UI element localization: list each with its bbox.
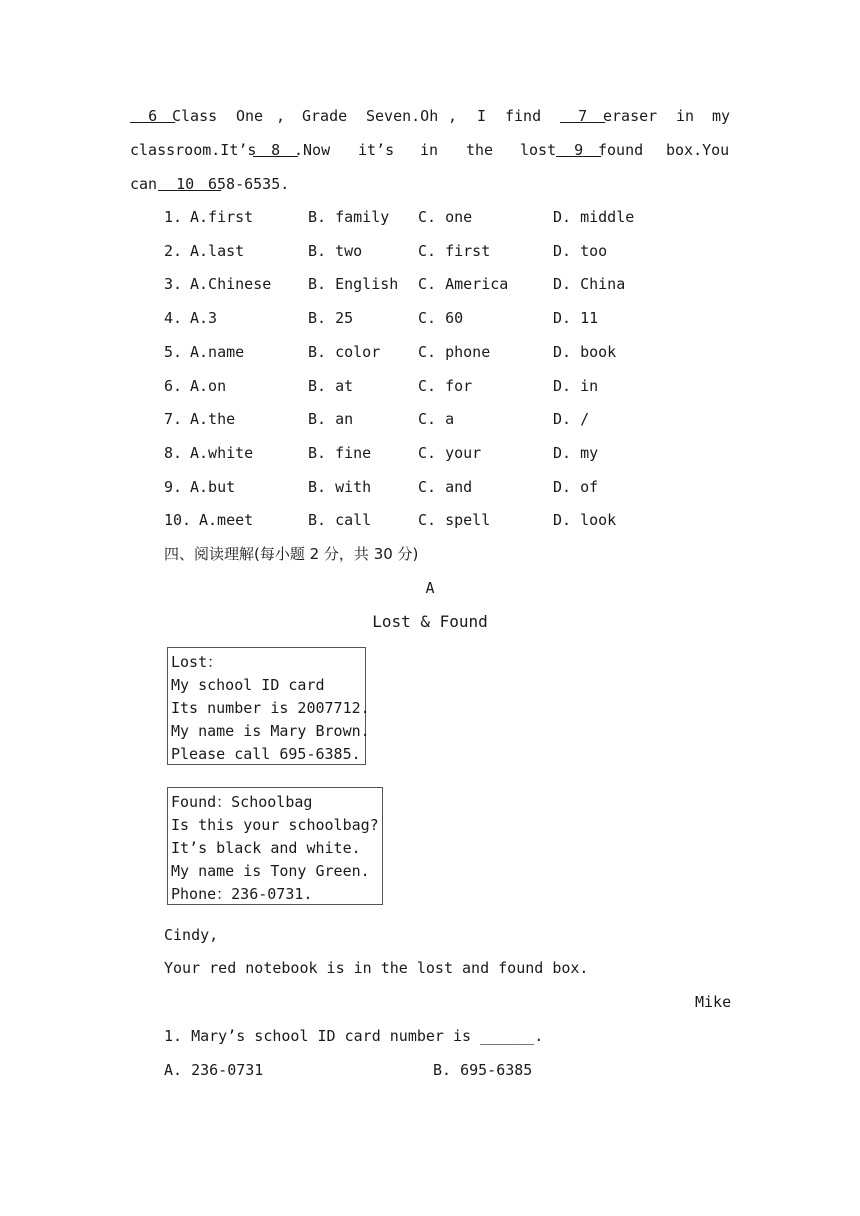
option-number: 9. bbox=[164, 477, 183, 496]
option-d: D. book bbox=[553, 342, 617, 361]
cloze-word: in bbox=[676, 107, 695, 125]
option-c: C. a bbox=[418, 410, 455, 429]
cloze-word: One bbox=[236, 107, 264, 125]
cloze-word: my bbox=[712, 107, 731, 125]
cloze-word: box.You bbox=[666, 141, 730, 159]
option-d: D. middle bbox=[553, 208, 635, 226]
option-b: B. color bbox=[308, 342, 381, 361]
question-text: 1. Mary’s school ID card number is ______. bbox=[164, 1027, 544, 1045]
notice-line: My name is Mary Brown. bbox=[171, 722, 370, 740]
blank-6: 6 bbox=[148, 107, 158, 125]
option-a: A.first bbox=[190, 208, 254, 226]
cloze-word: Class bbox=[172, 107, 218, 125]
option-c: C. America bbox=[418, 275, 509, 294]
option-a: A.name bbox=[190, 342, 245, 361]
option-d: D. my bbox=[553, 443, 599, 462]
option-b: B. an bbox=[308, 410, 354, 429]
option-c: C. one bbox=[418, 208, 473, 226]
passage-label: A bbox=[425, 579, 435, 597]
option-d: D. China bbox=[553, 275, 626, 294]
option-d: D. look bbox=[553, 511, 617, 530]
option-c: C. phone bbox=[418, 342, 491, 361]
option-a: A.the bbox=[190, 410, 236, 429]
option-number: 4. bbox=[164, 309, 183, 328]
option-b: B. 25 bbox=[308, 309, 354, 328]
notice-line: Its number is 2007712. bbox=[171, 699, 370, 717]
cloze-word: , bbox=[276, 107, 286, 125]
cloze-word: found bbox=[598, 141, 644, 159]
note-signature: Mike bbox=[695, 993, 732, 1011]
option-b: B. call bbox=[308, 511, 372, 530]
option-c: C. your bbox=[418, 443, 482, 462]
option-number: 3. bbox=[164, 275, 183, 294]
notice-line: Found：Schoolbag bbox=[171, 793, 313, 811]
cloze-word: it’s bbox=[358, 141, 395, 159]
cloze-word: eraser bbox=[603, 107, 658, 125]
blank-8: 8 bbox=[271, 141, 281, 159]
blank-7: 7 bbox=[578, 107, 588, 125]
cloze-word: Grade bbox=[302, 107, 348, 125]
option-number: 5. bbox=[164, 342, 183, 361]
option-a: A.but bbox=[190, 477, 236, 496]
cloze-word: can bbox=[130, 175, 158, 193]
cloze-word: the bbox=[466, 141, 494, 159]
option-b: B. at bbox=[308, 376, 354, 395]
section-heading: 四、阅读理解(每小题 2 分，共 30 分) bbox=[164, 545, 419, 563]
cloze-word: lost bbox=[520, 141, 557, 159]
blank-10: 10 bbox=[176, 175, 195, 193]
notice-line: It’s black and white. bbox=[171, 839, 361, 857]
passage-title: Lost & Found bbox=[372, 612, 488, 631]
option-c: C. and bbox=[418, 477, 473, 496]
notice-line: Please call 695-6385. bbox=[171, 745, 361, 763]
note-greeting: Cindy, bbox=[164, 926, 219, 944]
cloze-word: 658-6535. bbox=[208, 175, 290, 193]
option-d: D. / bbox=[553, 410, 590, 429]
option-d: D. of bbox=[553, 477, 599, 496]
blank-9: 9 bbox=[574, 141, 584, 159]
option-number: 7. bbox=[164, 410, 183, 429]
cloze-word: .Now bbox=[294, 141, 331, 159]
cloze-word: , bbox=[448, 107, 458, 125]
notice-line: Phone：236-0731. bbox=[171, 885, 313, 903]
option-number: 2. bbox=[164, 241, 183, 260]
option-b: B. two bbox=[308, 241, 363, 260]
notice-line: My school ID card bbox=[171, 676, 325, 694]
option-c: C. first bbox=[418, 241, 491, 260]
option-b: B. fine bbox=[308, 443, 372, 462]
option-d: D. 11 bbox=[553, 309, 599, 328]
option-number: 8. bbox=[164, 443, 183, 462]
option-b: B. with bbox=[308, 477, 372, 496]
cloze-word: in bbox=[420, 141, 439, 159]
option-a: A.last bbox=[190, 241, 245, 260]
note-body: Your red notebook is in the lost and found box. bbox=[164, 959, 589, 977]
option-b: B. family bbox=[308, 208, 390, 226]
option-c: C. spell bbox=[418, 511, 491, 530]
lost-notice bbox=[167, 647, 370, 765]
question-option-b: B. 695-6385 bbox=[433, 1061, 533, 1079]
cloze-word: Seven.Oh bbox=[366, 107, 439, 125]
cloze-word: I bbox=[477, 107, 487, 125]
notice-line: My name is Tony Green. bbox=[171, 862, 370, 880]
question-option-a: A. 236-0731 bbox=[164, 1061, 264, 1079]
option-a: A.Chinese bbox=[190, 275, 272, 294]
cloze-word: find bbox=[505, 107, 542, 125]
option-d: D. in bbox=[553, 376, 599, 395]
option-c: C. for bbox=[418, 376, 473, 395]
option-number: 1. bbox=[164, 208, 183, 226]
cloze-word: classroom.It’s bbox=[130, 141, 257, 159]
found-notice bbox=[167, 787, 383, 905]
option-b: B. English bbox=[308, 275, 399, 294]
option-c: C. 60 bbox=[418, 309, 464, 328]
option-a: A.white bbox=[190, 443, 254, 462]
option-number: 6. bbox=[164, 376, 183, 395]
option-a: A.on bbox=[190, 376, 227, 395]
option-d: D. too bbox=[553, 241, 608, 260]
notice-line: Is this your schoolbag? bbox=[171, 816, 379, 834]
option-a: A.3 bbox=[190, 309, 218, 328]
option-number: 10. bbox=[164, 511, 192, 530]
option-a: A.meet bbox=[199, 511, 254, 530]
notice-line: Lost： bbox=[171, 653, 223, 671]
